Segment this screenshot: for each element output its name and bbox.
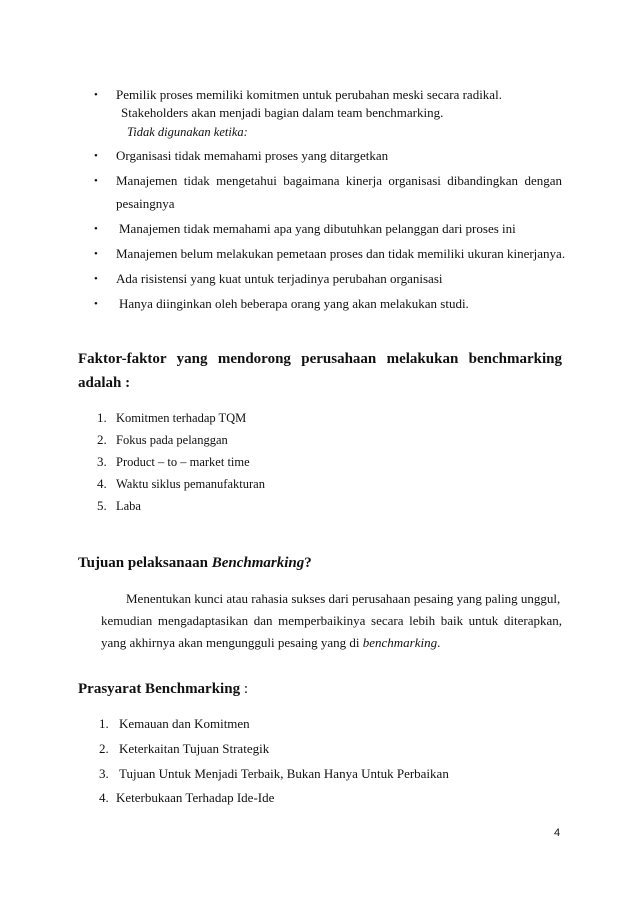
bullet-item: Organisasi tidak memahami proses yang ditargetkan	[116, 148, 389, 163]
list-item: Product – to – market time	[116, 455, 250, 469]
paragraph-italic: benchmarking	[362, 635, 438, 650]
heading-suffix: ?	[304, 555, 312, 571]
list-item: Keterbukaan Terhadap Ide-Ide	[116, 790, 275, 805]
bullet-item: Hanya diinginkan oleh beberapa orang yang akan melakukan studi.	[119, 296, 469, 311]
paragraph-text: yang akhirnya akan mengungguli pesaing yang di	[101, 635, 363, 650]
heading-italic: Benchmarking	[211, 555, 305, 571]
bullet-marker: •	[94, 273, 98, 285]
list-number: 2.	[99, 741, 109, 756]
bullet-marker: •	[94, 223, 98, 235]
bullet-item: Manajemen tidak memahami apa yang dibutuhkan pelanggan dari proses ini	[119, 221, 516, 236]
bullet-item-continuation: pesaingnya	[116, 196, 175, 211]
bullet-marker: •	[94, 175, 98, 187]
section-heading-faktor: Faktor-faktor yang mendorong perusahaan melakukan benchmarking	[78, 351, 562, 367]
section-heading-faktor-cont: adalah :	[78, 375, 131, 391]
page-number: 4	[554, 827, 561, 839]
stakeholders-line: Stakeholders akan menjadi bagian dalam team benchmarking.	[121, 105, 444, 120]
bullet-marker: •	[94, 248, 98, 260]
heading-bold: Prasyarat Benchmarking	[78, 681, 241, 697]
not-used-when-line: Tidak digunakan ketika:	[127, 125, 248, 139]
bullet-item: Manajemen belum melakukan pemetaan proses dan tidak memiliki ukuran kinerjanya.	[116, 246, 566, 261]
list-number: 4.	[99, 790, 109, 805]
bullet-item: Ada risistensi yang kuat untuk terjadinya perubahan organisasi	[116, 271, 443, 286]
list-item: Tujuan Untuk Menjadi Terbaik, Bukan Hanya Untuk Perbaikan	[119, 766, 449, 781]
list-item: Keterkaitan Tujuan Strategik	[119, 741, 270, 756]
list-number: 4.	[97, 476, 107, 491]
heading-text: Tujuan pelaksanaan	[78, 555, 212, 571]
list-item: Fokus pada pelanggan	[116, 433, 228, 447]
list-item: Laba	[116, 499, 141, 513]
list-item: Komitmen terhadap TQM	[116, 411, 247, 425]
bullet-marker: •	[94, 298, 98, 310]
list-item: Waktu siklus pemanufakturan	[116, 477, 265, 491]
list-number: 1.	[99, 716, 109, 731]
list-number: 5.	[97, 498, 107, 513]
list-number: 2.	[97, 432, 107, 447]
list-number: 1.	[97, 410, 107, 425]
bullet-item: Pemilik proses memiliki komitmen untuk perubahan meski secara radikal.	[116, 87, 502, 102]
section-heading-tujuan	[78, 554, 312, 572]
paragraph-line: Menentukan kunci atau rahasia sukses dari perusahaan pesaing yang paling unggul,	[126, 591, 561, 606]
bullet-item: Manajemen tidak mengetahui bagaimana kinerja organisasi dibandingkan dengan	[116, 173, 562, 188]
paragraph-suffix: .	[437, 635, 441, 650]
section-heading-prasyarat	[78, 680, 248, 698]
bullet-marker: •	[94, 150, 98, 162]
list-number: 3.	[97, 454, 107, 469]
list-number: 3.	[99, 766, 109, 781]
heading-rest: :	[240, 681, 248, 697]
paragraph-line	[101, 635, 440, 651]
paragraph-line: kemudian mengadaptasikan dan memperbaikinya secara lebih baik untuk diterapkan,	[101, 613, 562, 628]
bullet-marker: •	[94, 89, 98, 101]
list-item: Kemauan dan Komitmen	[119, 716, 250, 731]
